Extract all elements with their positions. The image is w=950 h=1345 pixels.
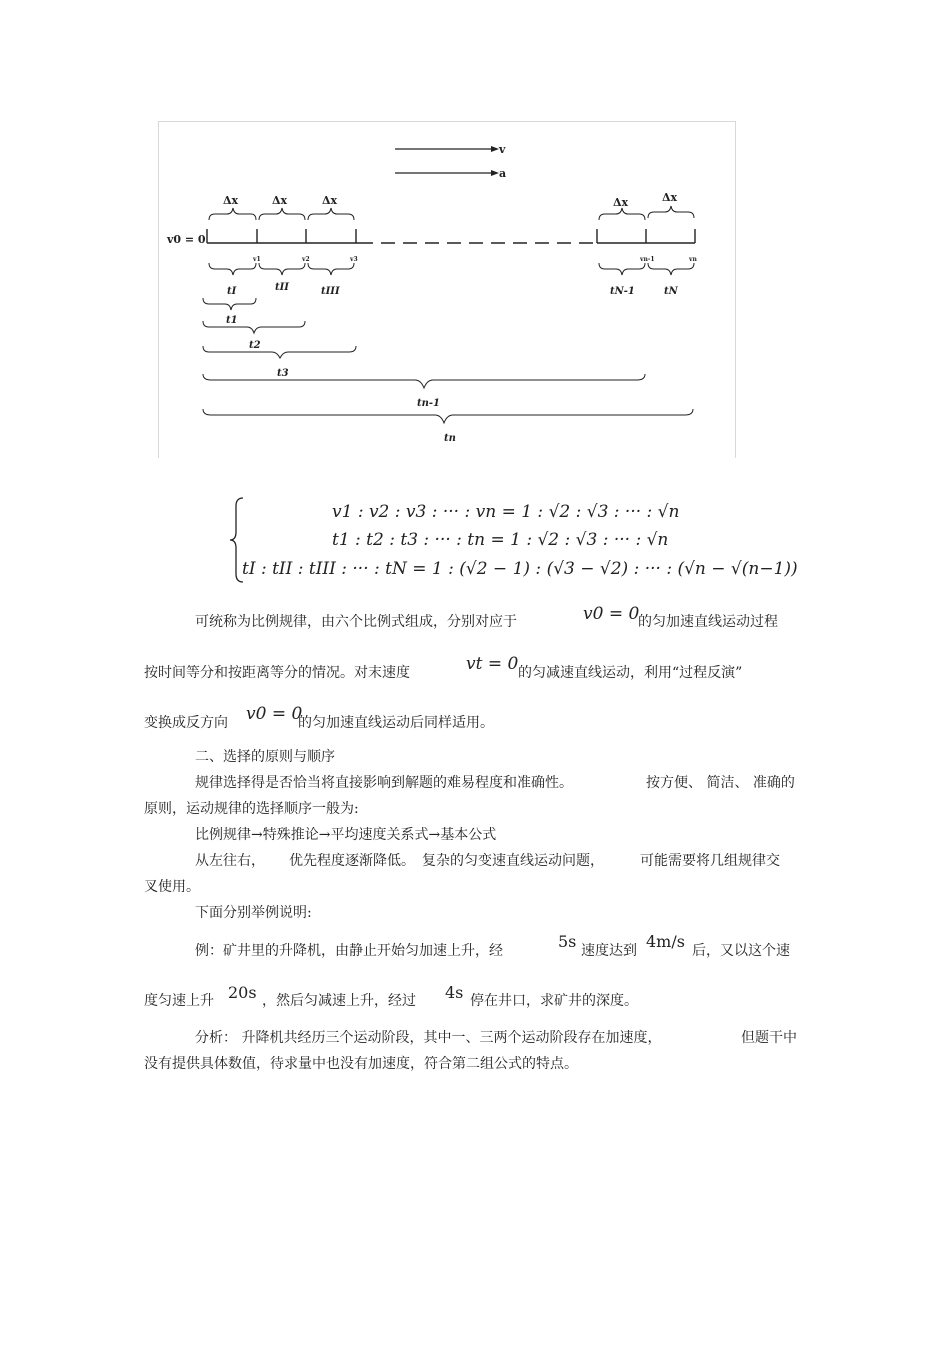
para-2-part-a: 按时间等分和按距离等分的情况。对末速度 [144, 665, 410, 681]
example-math-4s: 4s [445, 983, 464, 1002]
delta-x-label-5: Δx [662, 191, 678, 204]
delta-x-label-3: Δx [322, 194, 338, 207]
vn-1-label: vn-1 [640, 256, 655, 263]
para-6-part-a: 从左往右， [195, 853, 265, 869]
section-heading: 二、选择的原则与顺序 [195, 749, 335, 765]
para-7: 下面分别举例说明: [195, 905, 312, 921]
time-ratio-formula: t1 : t2 : t3 : ··· : tn = 1 : √2 : √3 : ··· : √n [332, 530, 669, 550]
example-part-a: 例：矿井里的升降机，由静止开始匀加速上升，经 [195, 943, 503, 959]
example-part-d: 度匀速上升 [144, 993, 214, 1009]
v3-label: v3 [350, 256, 358, 263]
motion-diagram-svg [159, 122, 735, 458]
para-3-part-a: 变换成反方向 [144, 715, 228, 731]
analysis-part-a: 分析： 升降机共经历三个运动阶段，其中一、三两个运动阶段存在加速度， [195, 1030, 662, 1046]
para-4-part-b: 按方便、 简洁、 准确的 [646, 775, 795, 791]
para-4-part-a: 规律选择得是否恰当将直接影响到解题的难易程度和准确性。 [195, 775, 573, 791]
example-math-4ms: 4m/s [646, 932, 685, 951]
track-line [207, 229, 695, 243]
vn-label: vn [689, 256, 697, 263]
v0-label: v0 = 0 [167, 233, 206, 246]
para-3-math: v0 = 0 [246, 704, 303, 724]
example-part-c: 后，又以这个速 [692, 943, 790, 959]
para-6-part-b: 优先程度逐渐降低。 [289, 853, 415, 869]
analysis-part-b: 但题干中 [741, 1030, 797, 1046]
para-6-part-e: 叉使用。 [144, 879, 200, 895]
segment-time-braces [209, 263, 694, 275]
velocity-ratio-formula: v1 : v2 : v3 : ··· : vn = 1 : √2 : √3 : ··· : √n [332, 502, 680, 522]
para-3-part-b: 的匀加速直线运动后同样适用。 [298, 715, 494, 731]
cumulative-time-braces [203, 298, 693, 423]
example-part-e: ，然后匀减速上升，经过 [262, 993, 416, 1009]
t-segment-n-1: tN-1 [610, 286, 635, 297]
rule-order: 比例规律→特殊推论→平均速度关系式→基本公式 [195, 827, 497, 843]
t-segment-1: tI [227, 286, 237, 297]
t-cumulative-1: t1 [226, 315, 238, 326]
t-cumulative-n-1: tn-1 [417, 398, 440, 409]
t-cumulative-3: t3 [277, 368, 289, 379]
t-segment-n: tN [664, 286, 678, 297]
v2-label: v2 [302, 256, 310, 263]
example-part-b: 速度达到 [581, 943, 637, 959]
para-2-part-b: 的匀减速直线运动，利用“过程反演” [518, 665, 743, 681]
example-part-f: 停在井口，求矿井的深度。 [470, 993, 638, 1009]
example-math-5s: 5s [558, 932, 577, 951]
para-6-part-c: 复杂的匀变速直线运动问题， [422, 853, 604, 869]
analysis-part-c: 没有提供具体数值，待求量中也没有加速度，符合第二组公式的特点。 [144, 1056, 578, 1072]
example-math-20s: 20s [228, 983, 257, 1002]
acceleration-arrow [395, 170, 499, 176]
t-cumulative-2: t2 [249, 340, 261, 351]
para-1-part-b: 的匀加速直线运动过程 [638, 614, 778, 630]
para-4-part-c: 原则，运动规律的选择顺序一般为: [144, 801, 359, 817]
para-1-math: v0 = 0 [583, 604, 640, 624]
v1-label: v1 [253, 256, 261, 263]
delta-x-label-4: Δx [613, 196, 629, 209]
t-segment-2: tII [275, 282, 289, 293]
segment-time-ratio-formula: tI : tII : tIII : ··· : tN = 1 : (√2 − 1) : (√3 − √2) : ··· : (√n − √(n−1)) [242, 559, 798, 579]
motion-diagram [158, 121, 736, 458]
delta-x-label-2: Δx [272, 194, 288, 207]
t-cumulative-n: tn [444, 433, 456, 444]
para-1-part-a: 可统称为比例规律，由六个比例式组成，分别对应于 [195, 614, 517, 630]
arrow-a-label: a [499, 167, 507, 180]
t-segment-3: tIII [321, 286, 340, 297]
para-6-part-d: 可能需要将几组规律交 [640, 853, 780, 869]
delta-x-label-1: Δx [223, 194, 239, 207]
arrow-v-label: v [499, 143, 506, 156]
velocity-arrow [395, 146, 499, 152]
para-2-math: vt = 0 [466, 654, 519, 674]
